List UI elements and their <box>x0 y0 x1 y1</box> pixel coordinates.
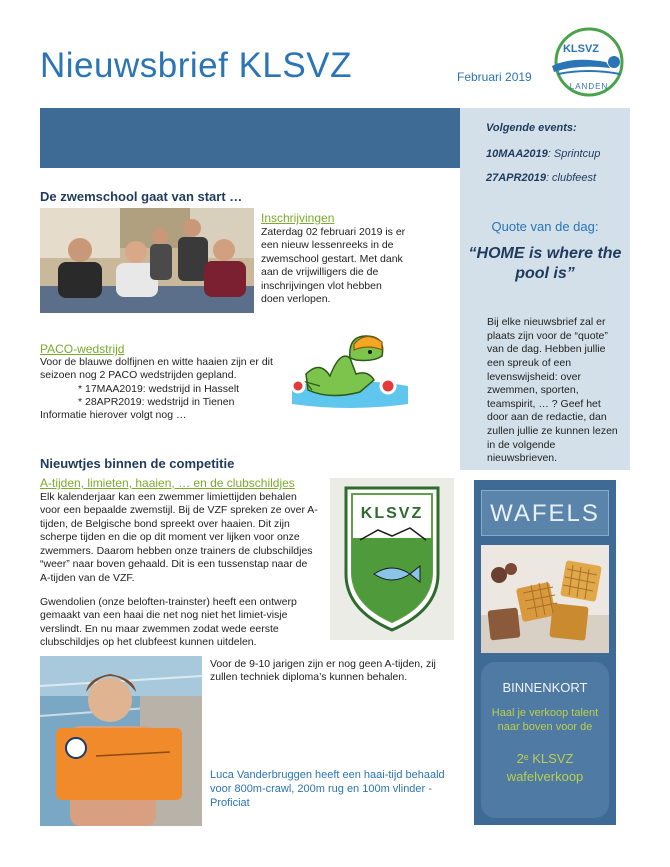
atijden-subheading: A-tijden, limieten, haaien, … en de clubschildjes <box>40 476 295 490</box>
newsletter-title: Nieuwsbrief KLSVZ <box>40 46 352 85</box>
binnenkort-text: Haal je verkoop talent naar boven voor de <box>491 707 599 734</box>
crocodile-swimmer-illustration <box>290 330 410 412</box>
event-name: : clubfeest <box>545 172 597 184</box>
quote-text: “HOME is where the pool is” <box>468 245 622 282</box>
competitie-heading: Nieuwtjes binnen de competitie <box>40 456 235 471</box>
club-badge-drawing <box>330 478 454 640</box>
sidebar-text: Bij elke nieuwsbrief zal er plaats zijn voor de “quote” van de dag. Hebben jullie een spreuk of een levenswijsheid: over zwemmen, sporten, teamspirit, … ? Geef het door aan de redactie, dan zullen jullie ze kunnen lezen in de volgende nieuwsbrieven. <box>487 316 618 465</box>
header-band <box>40 108 460 168</box>
event-date: 27APR2019 <box>486 172 546 184</box>
inschrijvingen-subheading: Inschrijvingen <box>261 211 335 225</box>
binnenkort-title: BINNENKORT <box>502 680 588 695</box>
atijden-paragraph: Elk kalenderjaar kan een zwemmer limiettijden behalen voor een bepaalde zwemstijl. Bij de VZF spreken ze over A-tijden, de Belgische bond spreekt over haaien. Dit zijn scherpe tijden en die op dit moment ver lijken voor onze zwemmers. Daarom hebben onze trainers de clubschildjes “weer” naar boven gehaald. Dit is een tussenstap naar de A-tijden van de VZF. <box>40 491 318 584</box>
wafels-title: WAFELS <box>490 500 600 527</box>
ontwerp-paragraph: Gwendolien (onze beloften-trainster) heeft een ontwerp gemaakt van een haai die net nog niet het limiet-visje verslindt. En nu maar zwemmen zodat wede eerste clubschildjes op het clubfeest kunnen uitdelen. <box>40 596 297 649</box>
towel-icon <box>56 728 182 800</box>
badge-text: KLSVZ <box>360 505 424 522</box>
quote-label: Quote van de dag: <box>491 219 599 234</box>
klsvz-logo <box>548 26 630 98</box>
paco-subheading: PACO-wedstrijd <box>40 342 125 356</box>
wafelverkoop-text: 2ᵉ KLSVZ wafelverkoop <box>506 751 584 784</box>
luca-caption: Luca Vanderbruggen heeft een haai-tijd behaald voor 800m-crawl, 200m rug en 100m vlinder - Proficiat <box>210 769 445 810</box>
logo-text: KLSVZ <box>562 43 600 55</box>
diploma-paragraph: Voor de 9-10 jarigen zijn er nog geen A-tijden, zij zullen techniek diploma’s kunnen behalen. <box>210 658 436 684</box>
events-title: Volgende events: <box>486 122 577 134</box>
paco-outro: Informatie hierover volgt nog … <box>40 409 187 421</box>
swimmer-girl-photo <box>40 656 202 826</box>
paco-item: * 17MAA2019: wedstrijd in Hasselt <box>78 383 240 395</box>
event-item <box>486 148 600 160</box>
logo-subtext: LANDEN <box>569 82 609 91</box>
volunteers-photo <box>40 208 254 313</box>
event-name: : Sprintcup <box>547 148 601 160</box>
paco-intro: Voor de blauwe dolfijnen en witte haaien zijn er dit seizoen nog 2 PACO wedstrijden gepland. <box>40 356 273 382</box>
event-date: 10MAA2019 <box>486 148 548 160</box>
newsletter-date: Februari 2019 <box>457 70 532 84</box>
zwemschool-heading: De zwemschool gaat van start … <box>40 189 243 204</box>
waffles-photo <box>481 545 609 653</box>
swimmer-head-icon <box>608 56 620 68</box>
event-item <box>486 172 596 184</box>
inschrijvingen-text: Zaterdag 02 februari 2019 is er een nieuw lessenreeks in de zwemschool gestart. Met dank aan de vrijwilligers die de inschrijvingen vlot hebben doen verlopen. <box>261 226 406 306</box>
paco-item: * 28APR2019: wedstrijd in Tienen <box>78 396 235 408</box>
swimmer-wave-icon <box>552 60 610 72</box>
